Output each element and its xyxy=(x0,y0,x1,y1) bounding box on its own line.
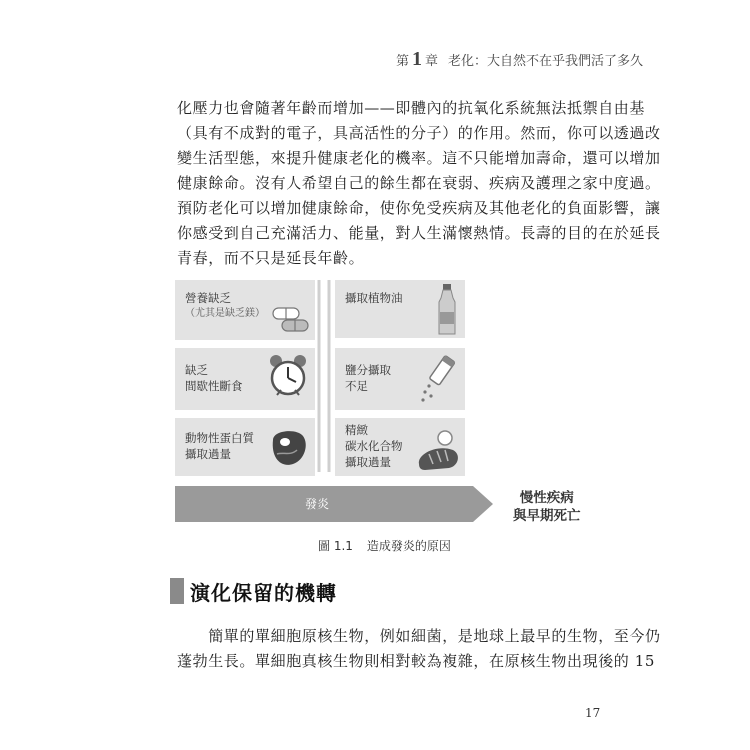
cause-cell-vegetable-oil xyxy=(335,280,465,338)
section-title: 演化保留的機轉 xyxy=(190,580,337,605)
text-line: 健康餘命。沒有人希望自己的餘生都在衰弱、疾病及護理之家中度過。 xyxy=(177,174,661,192)
cause-label: 動物性蛋白質 xyxy=(185,431,254,445)
cause-label: 攝取植物油 xyxy=(345,291,403,305)
text-line: 化壓力也會隨著年齡而增加——即體內的抗氧化系統無法抵禦自由基 xyxy=(177,99,646,117)
cause-sublabel: 間歇性斷食 xyxy=(185,379,243,393)
cause-label: 鹽分攝取 xyxy=(345,363,391,377)
chapter-title: 老化：大自然不在乎我們活了多久 xyxy=(448,54,644,69)
cause-cell-no-fasting xyxy=(175,348,315,410)
running-header xyxy=(396,48,716,71)
text-line: 青春，而不只是延長年齡。 xyxy=(177,249,365,267)
cause-label: 缺乏 xyxy=(185,363,208,377)
cause-cell-animal-protein xyxy=(175,418,315,476)
cause-cell-refined-carbs xyxy=(335,418,465,476)
alarm-clock-icon xyxy=(267,352,311,402)
cause-label: 營養缺乏 xyxy=(185,291,231,305)
outcome-line: 慢性疾病 xyxy=(519,490,574,506)
inflammation-label: 發炎 xyxy=(305,497,330,511)
steak-icon xyxy=(267,426,311,470)
text-line: 變生活型態，來提升健康老化的機率。這不只能增加壽命，還可以增加 xyxy=(177,149,661,167)
section-heading xyxy=(170,576,337,606)
figure-caption xyxy=(318,537,451,554)
text-line: 簡單的單細胞原核生物，例如細菌，是地球上最早的生物，至今仍 xyxy=(177,627,661,645)
body-paragraph-1 xyxy=(177,96,661,271)
text-line: 蓬勃生長。單細胞真核生物則相對較為複雜，在原核生物出現後的 15 xyxy=(177,652,656,670)
section-marker xyxy=(170,578,184,604)
caption-text: 造成發炎的原因 xyxy=(366,539,451,553)
text-line: 你感受到自己充滿活力、能量，對人生滿懷熱情。長壽的目的在於延長 xyxy=(177,224,661,242)
inflammation-arrow xyxy=(175,484,495,524)
pills-icon xyxy=(269,302,313,336)
chapter-number: 1 xyxy=(412,48,423,70)
chapter-prefix: 第 xyxy=(396,54,410,69)
cause-sublabel: （尤其是缺乏鎂） xyxy=(185,308,265,319)
cause-sublabel: 不足 xyxy=(345,379,368,393)
oil-bottle-icon xyxy=(435,282,459,338)
salt-shaker-icon xyxy=(419,352,463,406)
text-line: （具有不成對的電子，具高活性的分子）的作用。然而，你可以透過改 xyxy=(177,124,661,142)
cause-sublabel: 攝取過量 xyxy=(345,455,391,469)
page-number: 17 xyxy=(585,706,601,720)
body-paragraph-2 xyxy=(177,624,661,674)
outcome-line: 與早期死亡 xyxy=(513,508,581,524)
inflection-causes-figure xyxy=(175,280,595,525)
outcome-label xyxy=(513,489,581,525)
cause-cell-low-salt xyxy=(335,348,465,410)
chapter-suffix: 章 xyxy=(425,54,439,69)
cause-sublabel: 碳水化合物 xyxy=(345,439,403,453)
bread-icon xyxy=(415,428,461,472)
cause-cell-nutrient-deficiency xyxy=(175,280,315,340)
cause-label: 精緻 xyxy=(345,423,368,437)
cause-sublabel: 攝取過量 xyxy=(185,447,231,461)
figure-number: 圖 1.1 xyxy=(318,539,353,553)
text-line: 預防老化可以增加健康餘命，使你免受疾病及其他老化的負面影響，讓 xyxy=(177,199,661,217)
